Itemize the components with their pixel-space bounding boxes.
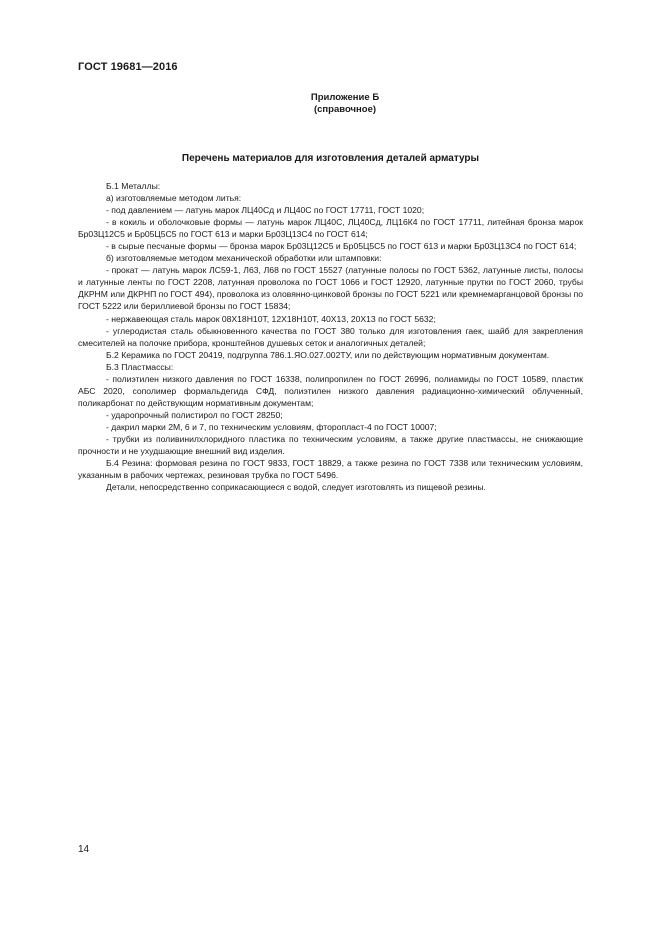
paragraph: Б.4 Резина: формовая резина по ГОСТ 9833, ГОСТ 18829, а также резина по ГОСТ 7338 или техническим условиям, указанным в рабочих чертежах, резиновая трубка по ГОСТ 5496. <box>78 458 583 481</box>
paragraph: Б.1 Металлы: <box>106 181 161 191</box>
paragraph: - трубки из поливинилхлоридного пластика по техническим условиям, а также другие пластмассы, не снижающие прочности и не ухудшающие внешний вид изделия. <box>78 433 583 457</box>
paragraph: Б.3 Пластмассы: <box>106 361 174 372</box>
paragraph: Б.2 Керамика по ГОСТ 20419, подгруппа 786.1.ЯО.027.002ТУ, или по действующим нормативным документам. <box>106 349 550 360</box>
page-title: Перечень материалов для изготовления деталей арматуры <box>181 153 480 164</box>
paragraph: - в кокиль и оболочковые формы — латунь марок ЛЦ40С, ЛЦ40Сд, ЛЦ16К4 по ГОСТ 17711, литейная бронза марок Бр03Ц12С5 и Бр05Ц5С5 по ГОСТ 613 и марки Бр03Ц13С4 по ГОСТ 614; <box>78 217 583 240</box>
paragraph: Детали, непосредственно соприкасающиеся с водой, следует изготовлять из пищевой резины. <box>106 482 486 493</box>
paragraph: - ударопрочный полистирол по ГОСТ 28250; <box>106 409 283 420</box>
appendix-title: Приложение Б <box>310 92 380 103</box>
paragraph: а) изготовляемые методом литья: <box>106 193 242 204</box>
document-header: ГОСТ 19681—2016 <box>78 61 178 73</box>
document-body <box>78 180 583 493</box>
paragraph: - в сырые песчаные формы — бронза марок Бр03Ц12С5 и Бр05Ц5С5 по ГОСТ 613 и марки Бр03Ц13С4 по ГОСТ 614; <box>106 241 577 252</box>
page-number: 14 <box>78 844 90 855</box>
appendix-heading <box>300 92 390 116</box>
paragraph: - прокат — латунь марок ЛС59-1, Л63, Л68 по ГОСТ 15527 (латунные полосы по ГОСТ 5362, латунные листы, полосы и латунные ленты по ГОСТ 2208, латунная проволока по ГОСТ 1066 и ГОСТ 12920, латунные прутки по ГОСТ 2060, трубы ДКРНМ или ДКРНП по ГОСТ 494), проволока из оловянно-цинковой бронзы по ГОСТ 5221 или кремнемарганцовой бронзы по ГОСТ 5222 или бериллиевой бронзы по ГОСТ 15834; <box>78 265 583 312</box>
paragraph: б) изготовляемые методом механической обработки или штамповки: <box>106 253 382 264</box>
paragraph: - дакрил марки 2М, 6 и 7, по техническим условиям, фторопласт-4 по ГОСТ 10007; <box>106 421 437 432</box>
paragraph: - нержавеющая сталь марок 08Х18Н10Т, 12Х18Н10Т, 40Х13, 20Х13 по ГОСТ 5632; <box>106 313 436 324</box>
appendix-note: (справочное) <box>313 104 377 115</box>
paragraph: - полиэтилен низкого давления по ГОСТ 16338, полипропилен по ГОСТ 26996, полиамиды по ГОСТ 10589, пластик АБС 2020, сополимер формальдегида СФД, полиэтилен низкого давления радиационно-химический облученный, поликарбонат по действующим нормативным документам; <box>78 373 583 408</box>
paragraph: - под давлением — латунь марок ЛЦ40Сд и ЛЦ40С по ГОСТ 17711, ГОСТ 1020; <box>106 205 425 216</box>
paragraph: - углеродистая сталь обыкновенного качества по ГОСТ 380 только для изготовления гаек, шайб для закрепления смесителей на полочке прибора, кронштейнов душевых сеток и аналогичных деталей; <box>78 325 583 348</box>
